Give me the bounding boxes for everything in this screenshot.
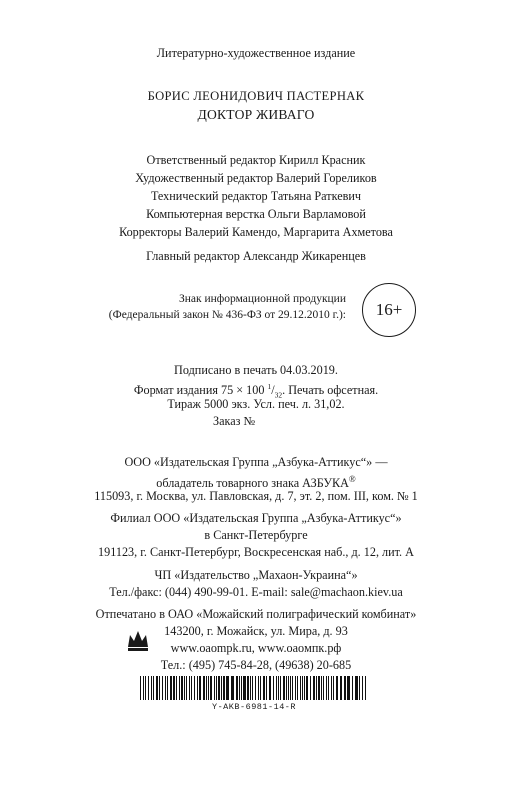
info-sign-law: (Федеральный закон № 436-ФЗ от 29.12.2010 г.): [108, 309, 346, 321]
print-signed-line: Подписано в печать 04.03.2019. [174, 363, 338, 377]
author-name: БОРИС ЛЕОНИДОВИЧ ПАСТЕРНАК [147, 89, 365, 103]
printer-address-line: 143200, г. Можайск, ул. Мира, д. 93 [164, 624, 348, 638]
chief-editor-line: Главный редактор Александр Жикаренцев [146, 249, 366, 263]
credit-line: Художественный редактор Валерий Гореликов [135, 171, 377, 185]
info-sign-label: Знак информационной продукции [179, 293, 346, 305]
genre-line: Литературно-художественное издание [156, 46, 356, 60]
ukraine-publisher-line: ЧП «Издательство „Махаон-Украина“» [154, 568, 358, 582]
publisher-trademark-line [0, 472, 512, 490]
credit-line: Корректоры Валерий Камендо, Маргарита Ахметова [119, 225, 393, 239]
branch-address-line: 191123, г. Санкт-Петербург, Воскресенская наб., д. 12, лит. А [98, 545, 414, 559]
print-format-line: Формат издания 75 × 100 $^1/_{32}$. Печать офсетная. [133, 382, 379, 400]
print-run-line: Тираж 5000 экз. Усл. печ. л. 31,02. [167, 397, 345, 411]
ukraine-contact-line: Тел./факс: (044) 490-99-01. E-mail: sale@machaon.kiev.ua [109, 585, 403, 599]
format-fraction-sub: 32 [274, 390, 283, 400]
format-fraction-sup: 1 [267, 382, 272, 391]
publisher-line: ООО «Издательская Группа „Азбука-Аттикус“» — [124, 455, 388, 469]
credit-line: Компьютерная верстка Ольги Варламовой [146, 207, 366, 221]
printer-crown-logo-icon [125, 627, 151, 653]
branch-city-line: в Санкт-Петербурге [204, 528, 308, 542]
credit-line: Технический редактор Татьяна Раткевич [150, 189, 362, 203]
book-title: ДОКТОР ЖИВАГО [197, 107, 315, 122]
credit-line: Ответственный редактор Кирилл Красник [146, 153, 366, 167]
publisher-address-line: 115093, г. Москва, ул. Павловская, д. 7, эт. 2, пом. III, ком. № 1 [94, 489, 418, 503]
publisher-trademark-text: обладатель товарного знака АЗБУКА [156, 476, 349, 491]
age-rating-text: 16+ [375, 300, 403, 319]
age-rating-badge [362, 283, 416, 337]
branch-line: Филиал ООО «Издательская Группа „Азбука-Аттикус“» [110, 511, 402, 525]
printer-line: Отпечатано в ОАО «Можайский полиграфический комбинат» [95, 607, 417, 621]
printer-website-line: www.oaompk.ru, www.oaoмпк.рф [170, 641, 342, 655]
format-suffix: . Печать офсетная. [282, 383, 379, 398]
format-prefix: Формат издания 75 × 100 [133, 383, 268, 398]
order-number-line: Заказ № [213, 414, 256, 428]
registered-mark: ® [348, 474, 356, 484]
printer-phone-line: Тел.: (495) 745-84-28, (49638) 20-685 [160, 658, 352, 672]
barcode-text: Y-AKB-6981-14-R [211, 702, 296, 712]
